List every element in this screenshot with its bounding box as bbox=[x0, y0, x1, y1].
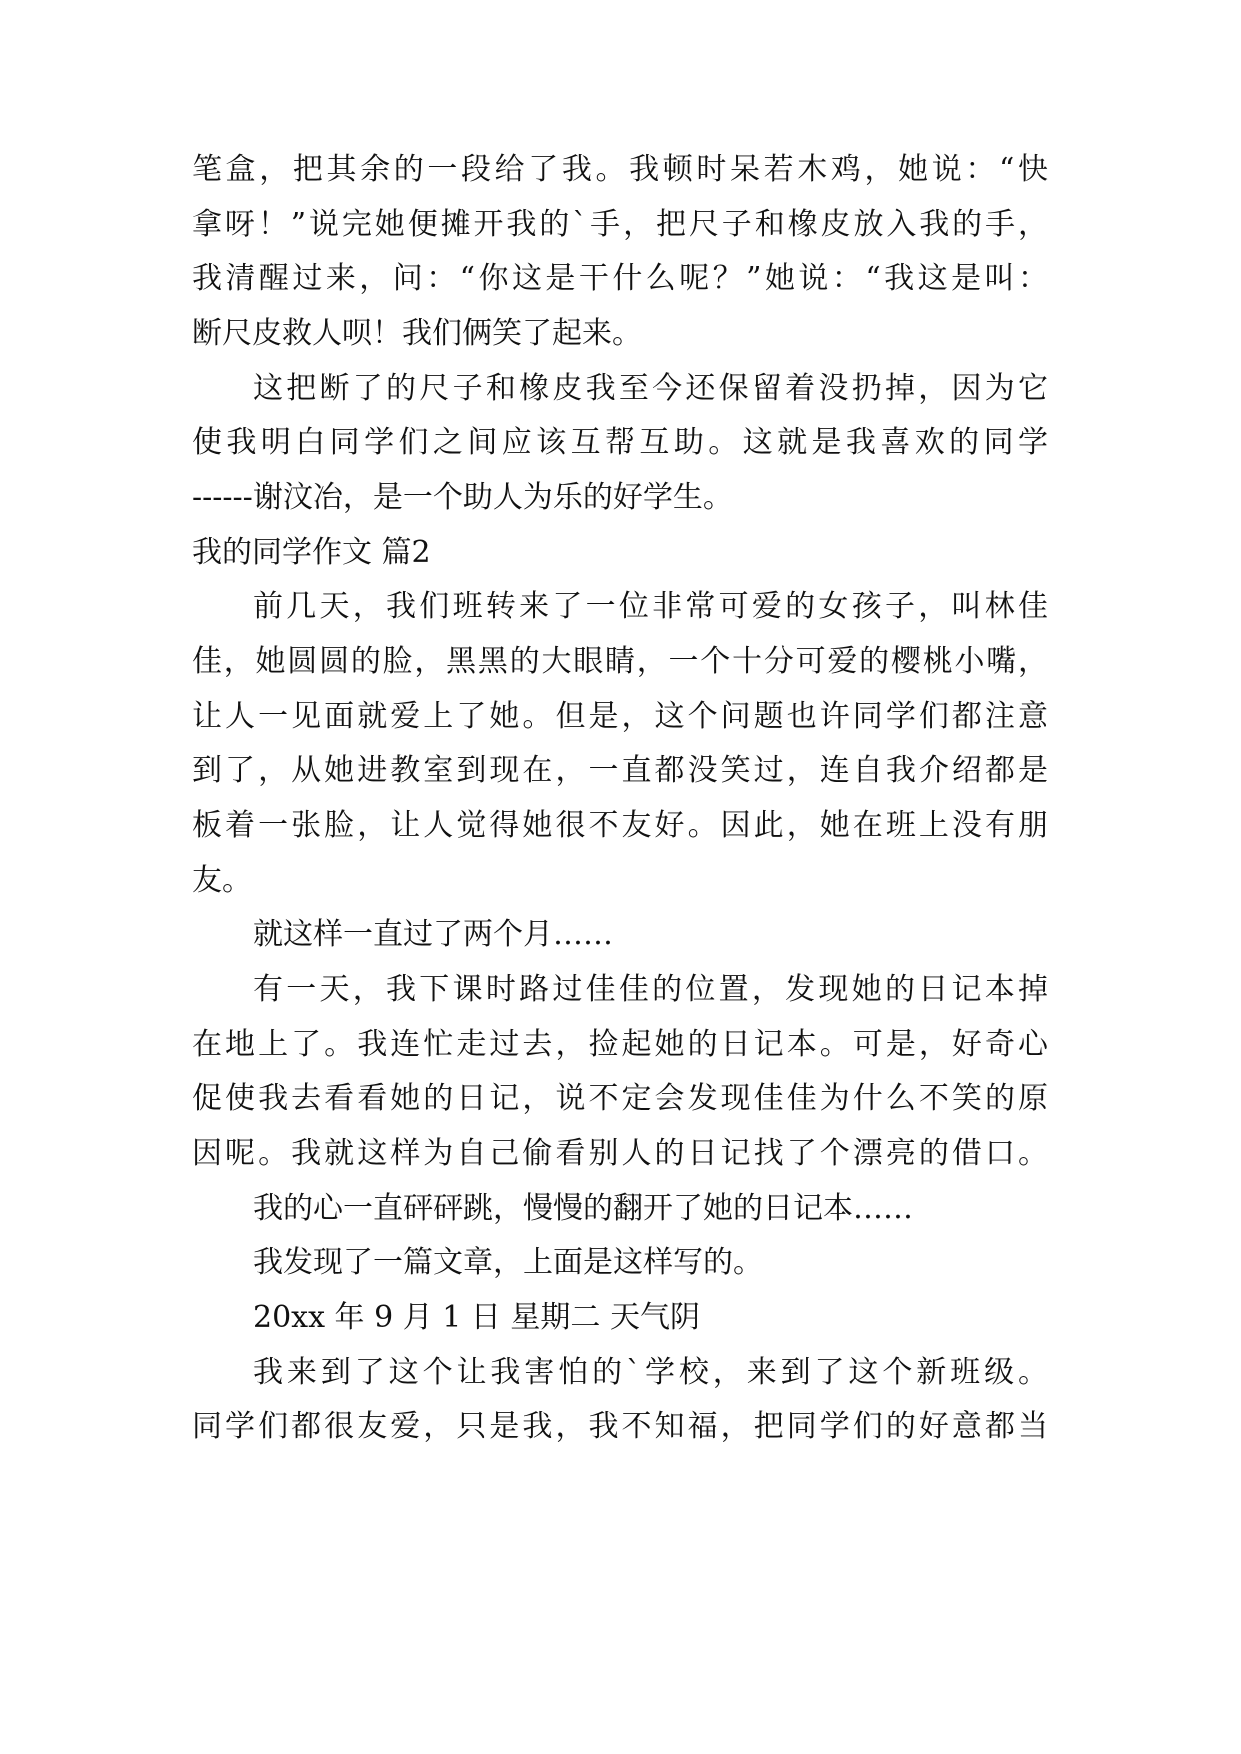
paragraph-first-line: 我的心一直砰砰跳，慢慢的翻开了她的日记本…… bbox=[253, 1191, 913, 1226]
paragraph-first-line: 前几天，我们班转来了一位非常可爱的女孩子，叫林佳 bbox=[253, 589, 1048, 624]
text-line: 同学们都很友爱，只是我，我不知福，把同学们的好意都当 bbox=[192, 1409, 1048, 1444]
text-line: 我清醒过来，问：“你这是干什么呢？”她说：“我这是叫： bbox=[192, 261, 1048, 296]
text-line: 笔盒，把其余的一段给了我。我顿时呆若木鸡，她说：“快 bbox=[192, 152, 1048, 187]
paragraph-first-line: 有一天，我下课时路过佳佳的位置，发现她的日记本掉 bbox=[253, 972, 1048, 1007]
text-line: 友。 bbox=[192, 863, 252, 898]
diary-date-line: 20xx 年 9 月 1 日 星期二 天气阴 bbox=[253, 1300, 700, 1335]
text-line: 让人一见面就爱上了她。但是，这个问题也许同学们都注意 bbox=[192, 699, 1048, 734]
text-line: 使我明白同学们之间应该互帮互助。这就是我喜欢的同学 bbox=[192, 425, 1048, 460]
text-line: 到了，从她进教室到现在，一直都没笑过，连自我介绍都是 bbox=[192, 753, 1048, 788]
paragraph-first-line: 这把断了的尺子和橡皮我至今还保留着没扔掉，因为它 bbox=[253, 371, 1048, 406]
paragraph-first-line: 我来到了这个让我害怕的`学校，来到了这个新班级。 bbox=[253, 1355, 1048, 1390]
text-line: 佳，她圆圆的脸，黑黑的大眼睛，一个十分可爱的樱桃小嘴， bbox=[192, 644, 1048, 679]
paragraph-first-line: 我发现了一篇文章，上面是这样写的。 bbox=[253, 1245, 763, 1280]
text-line: ------谢汶冶，是一个助人为乐的好学生。 bbox=[192, 480, 733, 515]
text-line: 在地上了。我连忙走过去，捡起她的日记本。可是，好奇心 bbox=[192, 1027, 1048, 1062]
section-heading: 我的同学作文 篇2 bbox=[192, 535, 431, 570]
text-line: 板着一张脸，让人觉得她很不友好。因此，她在班上没有朋 bbox=[192, 808, 1048, 843]
text-line: 因呢。我就这样为自己偷看别人的日记找了个漂亮的借口。 bbox=[192, 1136, 1048, 1171]
paragraph-first-line: 就这样一直过了两个月…… bbox=[253, 917, 613, 952]
text-line: 促使我去看看她的日记，说不定会发现佳佳为什么不笑的原 bbox=[192, 1081, 1048, 1116]
text-line: 断尺皮救人呗！我们俩笑了起来。 bbox=[192, 316, 642, 351]
text-line: 拿呀！”说完她便摊开我的`手，把尺子和橡皮放入我的手， bbox=[192, 207, 1048, 242]
